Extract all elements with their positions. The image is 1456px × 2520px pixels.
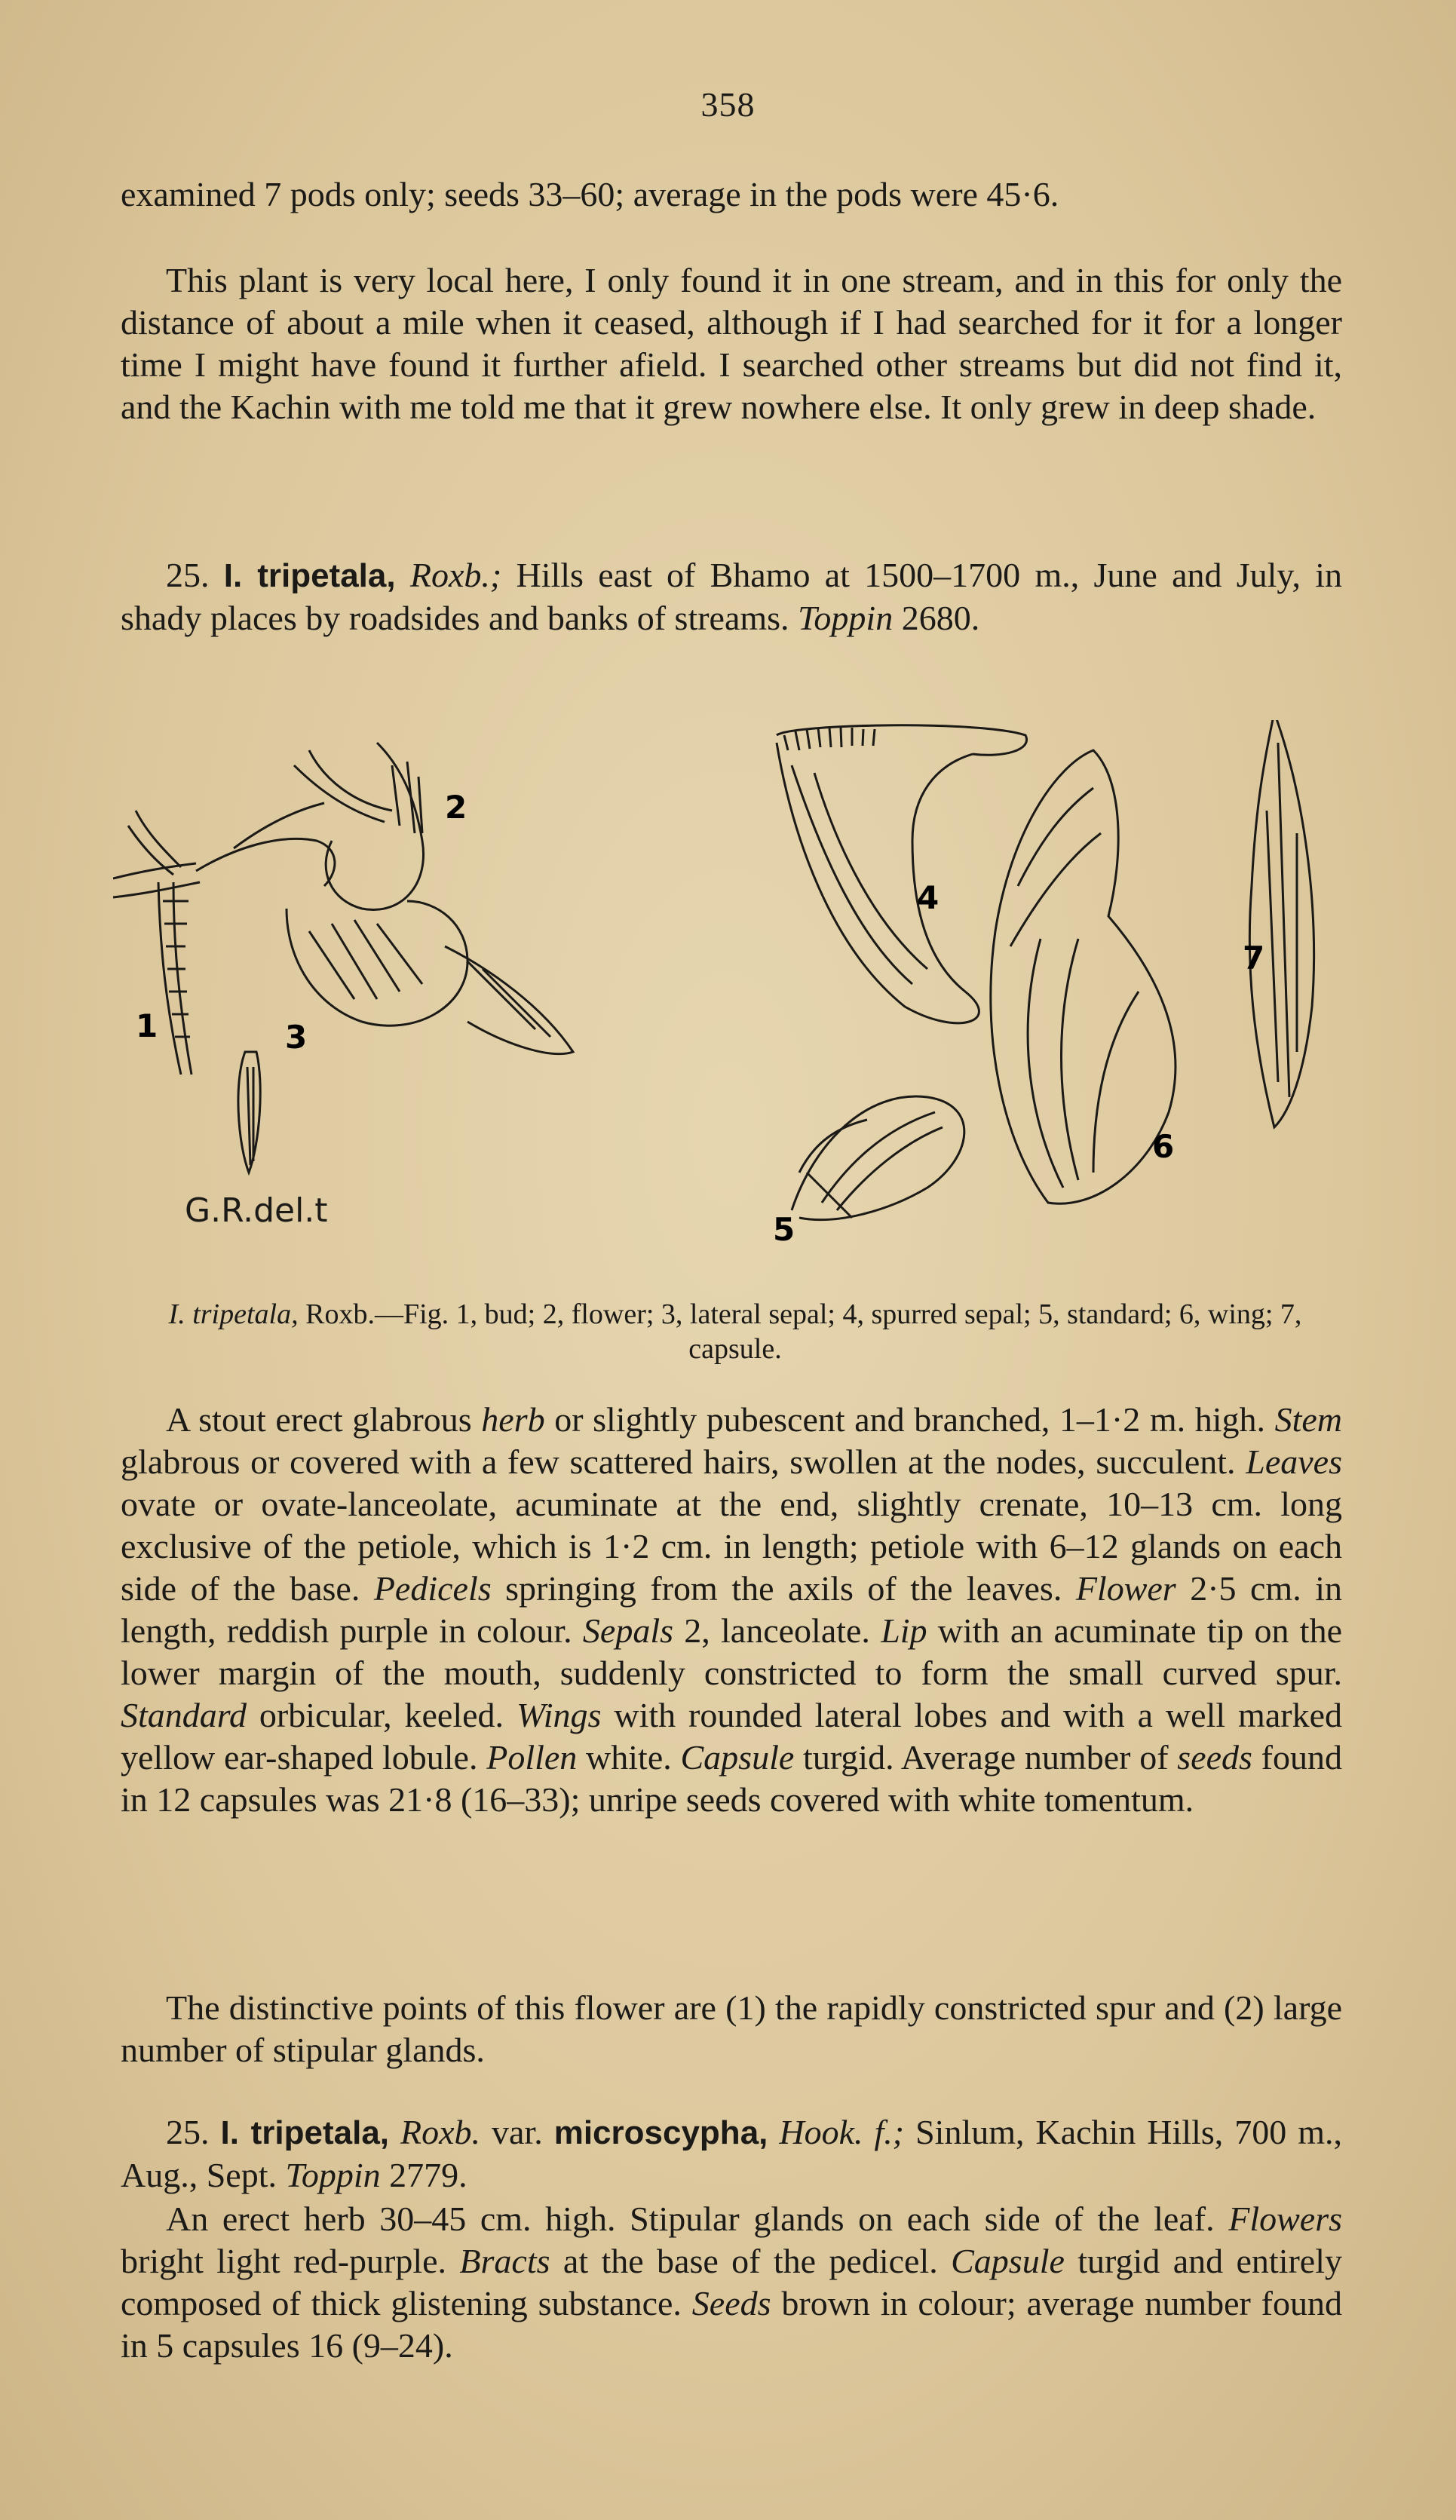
- species-heading: 25. I. tripetala, Roxb. var. microscypha, Hook. f.; Sinlum, Kachin Hills, 700 m., Aug., Sept. Toppin 2779.: [121, 2113, 1342, 2194]
- species-description: [121, 1399, 1342, 1821]
- artist-signature: G.R.del.t: [185, 1191, 328, 1230]
- paragraph-distinctive-points: [121, 1987, 1342, 2071]
- page-number: 358: [700, 85, 756, 124]
- paragraph-text: examined 7 pods only; seeds 33–60; average in the pods were 45·6.: [121, 175, 1059, 213]
- fig-label-1: 1: [136, 1007, 158, 1044]
- botanical-illustration: [113, 720, 1342, 1263]
- fig-label-2: 2: [445, 789, 467, 826]
- species-name: I. tripetala,: [223, 557, 396, 594]
- description-text: An erect herb 30–45 cm. high. Stipular glands on each side of the leaf. Flowers bright light red-purple. Bracts at the base of the pedicel. Capsule turgid and entirely composed of thick glistening substance. Seeds brown in colour; average number found in 5 capsules 16 (9–24).: [121, 2200, 1342, 2365]
- species-entry-microscypha: [121, 2111, 1342, 2197]
- fig-5-standard-drawing: [792, 1096, 964, 1220]
- fig-label-7: 7: [1243, 940, 1265, 976]
- fig-3-lateral-sepal-drawing: [238, 1052, 260, 1173]
- fig-label-4: 4: [917, 879, 940, 916]
- description-text: A stout erect glabrous herb or slightly pubescent and branched, 1–1·2 m. high. Stem glabrous or covered with a few scattered hairs, swollen at the nodes, succulent. Leaves ovate or ovate-lanceolate, acuminate at the end, slightly crenate, 10–13 cm. long exclusive of the petiole, which is 1·2 cm. in length; petiole with 6–12 glands on each side of the base. Pedicels springing from the axils of the leaves. Flower 2·5 cm. in length, reddish purple in colour. Sepals 2, lanceolate. Lip with an acuminate tip on the lower margin of the mouth, suddenly constricted to form the small curved spur. Standard orbicular, keeled. Wings with rounded lateral lobes and with a well marked yellow ear-shaped lobule. Pollen white. Capsule turgid. Average number of seeds found in 12 capsules was 21·8 (16–33); unripe seeds covered with white tomentum.: [121, 1400, 1342, 1819]
- caption-text: Roxb.—Fig. 1, bud; 2, flower; 3, lateral sepal; 4, spurred sepal; 5, standard; 6, wing; 7, capsule.: [298, 1298, 1302, 1365]
- fig-2-flower-drawing: [196, 743, 573, 1054]
- caption-taxon: I. tripetala,: [168, 1298, 299, 1330]
- paragraph-text: This plant is very local here, I only found it in one stream, and in this for only the distance of about a mile when it ceased, although if I had searched for it for a longer time I might have found it further afield. I searched other streams but did not find it, and the Kachin with me told me that it grew nowhere else. It only grew in deep shade.: [121, 261, 1342, 426]
- fig-label-3: 3: [285, 1019, 308, 1056]
- species-author: Roxb.;: [409, 556, 502, 594]
- species-number: 25.: [166, 556, 210, 594]
- fig-label-6: 6: [1152, 1128, 1175, 1165]
- paragraph-pods: [121, 173, 1342, 216]
- collection-number: 2680.: [893, 599, 980, 637]
- paragraph-locality-note: [121, 259, 1342, 428]
- paragraph-text: The distinctive points of this flower are (1) the rapidly constricted spur and (2) large number of stipular glands.: [121, 1988, 1342, 2069]
- species-entry-tripetala: [121, 554, 1342, 639]
- illustration-drawing: [113, 720, 1342, 1263]
- fig-label-5: 5: [773, 1211, 795, 1248]
- figure-caption: [151, 1297, 1320, 1366]
- fig-6-wing-drawing: [991, 750, 1176, 1203]
- collector-name: Toppin: [798, 599, 894, 637]
- species-heading: [121, 554, 1342, 639]
- variety-description: [121, 2198, 1342, 2367]
- fig-4-spurred-sepal-drawing: [777, 725, 1027, 1023]
- species-locality: Hills east of Bhamo at 1500–1700 m., June and July, in shady places by roadsides and banks of streams.: [121, 556, 1342, 637]
- fig-7-capsule-drawing: [1249, 720, 1313, 1127]
